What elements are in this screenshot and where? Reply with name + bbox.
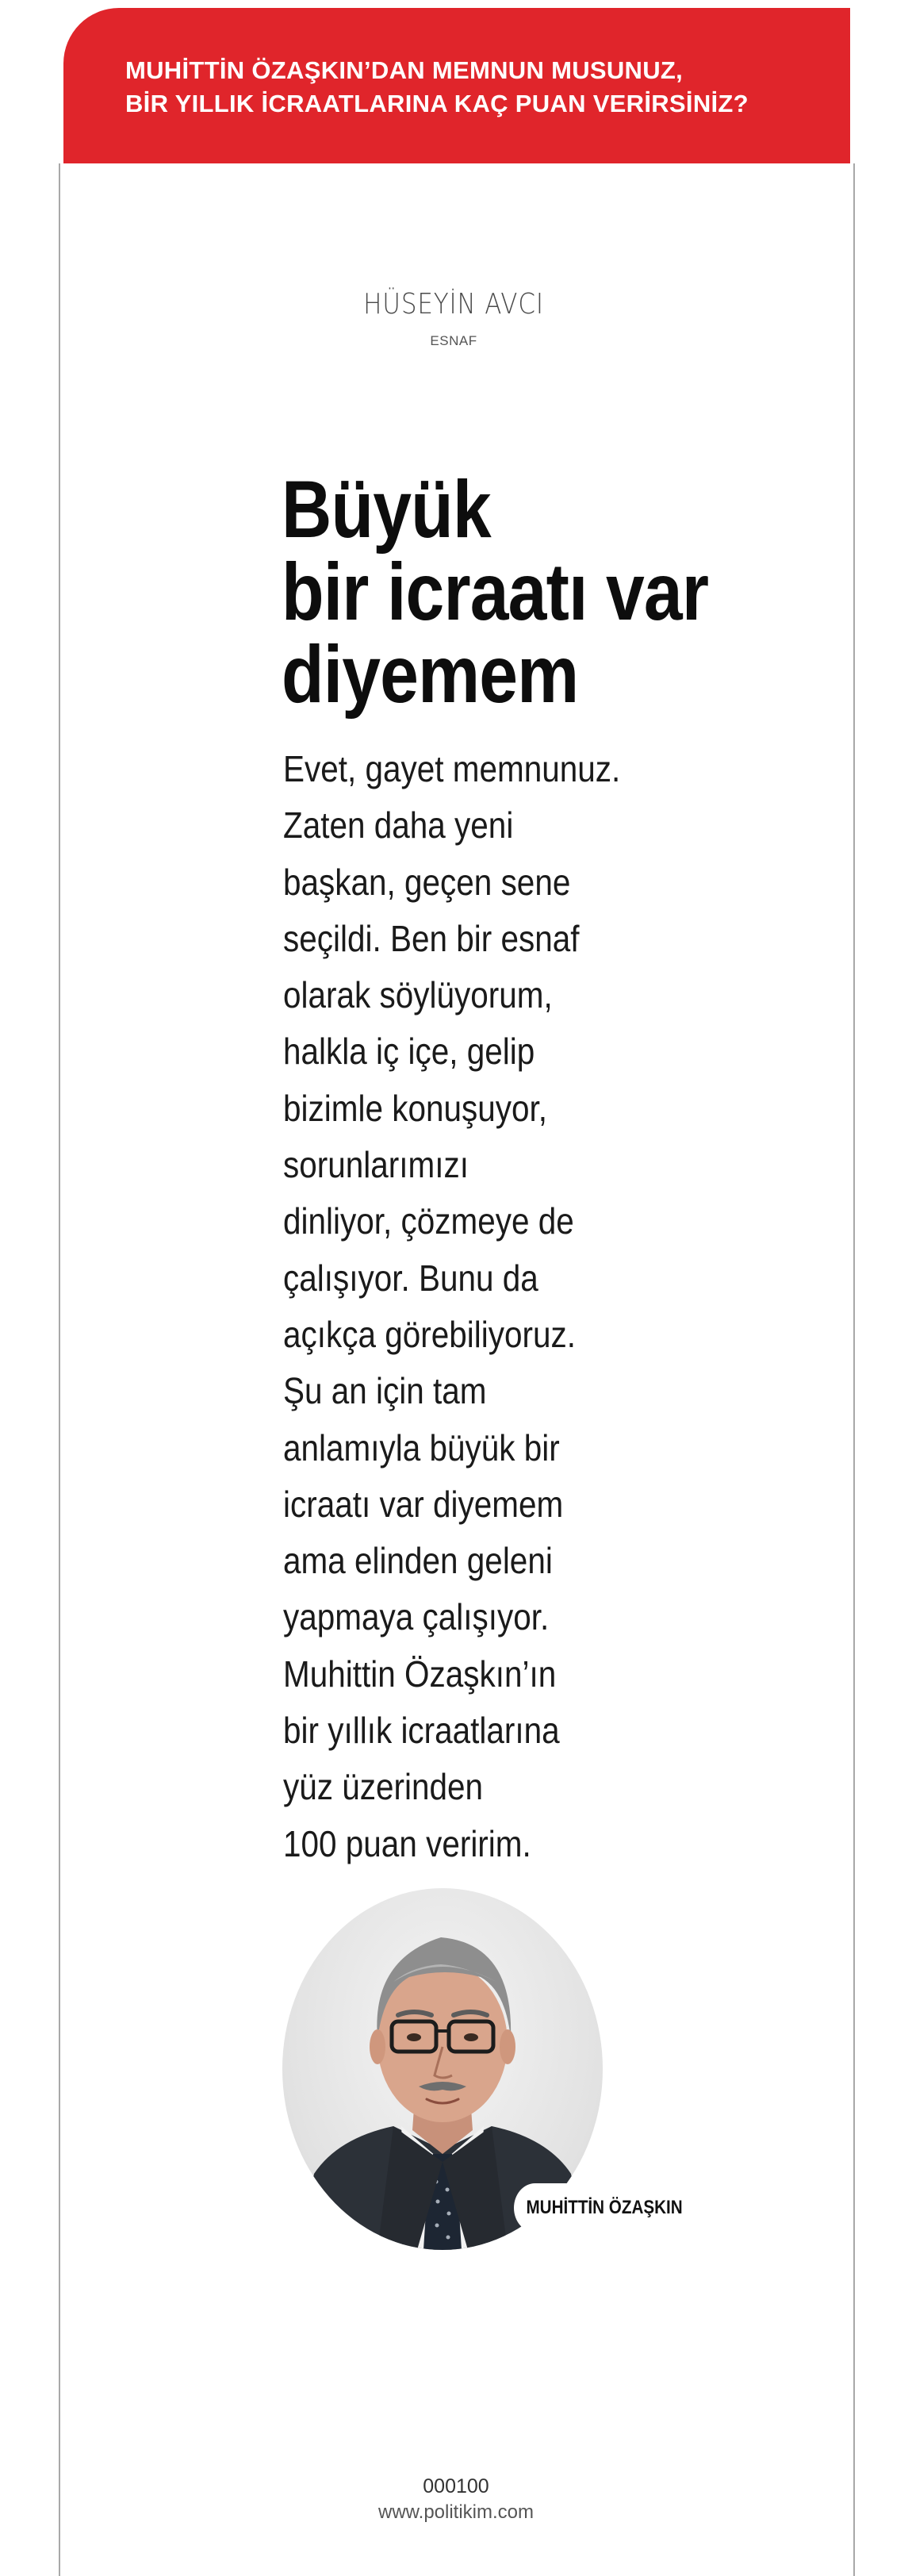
footer-url[interactable]: www.politikim.com: [377, 2501, 535, 2523]
body-line: başkan, geçen sene: [283, 861, 571, 903]
body-line: Evet, gayet memnunuz.: [283, 748, 621, 789]
body-line: bizimle konuşuyor,: [283, 1087, 547, 1129]
headline-line: Büyük: [282, 464, 491, 555]
body-line: dinliyor, çözmeye de: [283, 1200, 574, 1242]
article-body: [283, 741, 702, 1872]
body-line: Zaten daha yeni: [283, 804, 514, 847]
frame-left-rule: [59, 163, 60, 2576]
body-line: açıkça görebiliyoruz.: [283, 1313, 576, 1355]
photo-caption: MUHİTTİN ÖZAŞKIN: [514, 2183, 695, 2232]
body-line: bir yıllık icraatlarına: [283, 1710, 560, 1752]
body-line: Şu an için tam: [283, 1370, 487, 1412]
body-line: 100 puan veririm.: [283, 1822, 531, 1864]
question-banner: [63, 8, 850, 163]
body-line: çalışıyor. Bunu da: [283, 1257, 538, 1299]
body-line: seçildi. Ben bir esnaf: [283, 917, 580, 959]
body-line: sorunlarımızı: [283, 1144, 469, 1186]
page-number: 000100: [423, 2475, 489, 2497]
body-line: yapmaya çalışıyor.: [283, 1596, 550, 1638]
author-role: ESNAF: [430, 333, 477, 348]
banner-line-1: MUHİTTİN ÖZAŞKIN’DAN MEMNUN MUSUNUZ,: [125, 56, 684, 84]
frame-right-rule: [853, 163, 855, 2576]
body-line: Muhittin Özaşkın’ın: [283, 1653, 557, 1695]
body-line: olarak söylüyorum,: [283, 974, 553, 1016]
body-line: anlamıyla büyük bir: [283, 1426, 560, 1468]
body-line: halkla iç içe, gelip: [283, 1031, 535, 1073]
body-line: yüz üzerinden: [283, 1766, 484, 1808]
author-name: HÜSEYİN AVCI: [363, 288, 544, 321]
headline-line: bir icraatı var: [282, 547, 709, 637]
body-line: icraatı var diyemem: [283, 1483, 564, 1525]
headline-line: diyemem: [282, 629, 579, 720]
body-line: ama elinden geleni: [283, 1540, 553, 1582]
headline: [282, 464, 759, 720]
banner-line-2: BİR YILLIK İCRAATLARINA KAÇ PUAN VERİRSİNİZ?: [125, 90, 749, 117]
